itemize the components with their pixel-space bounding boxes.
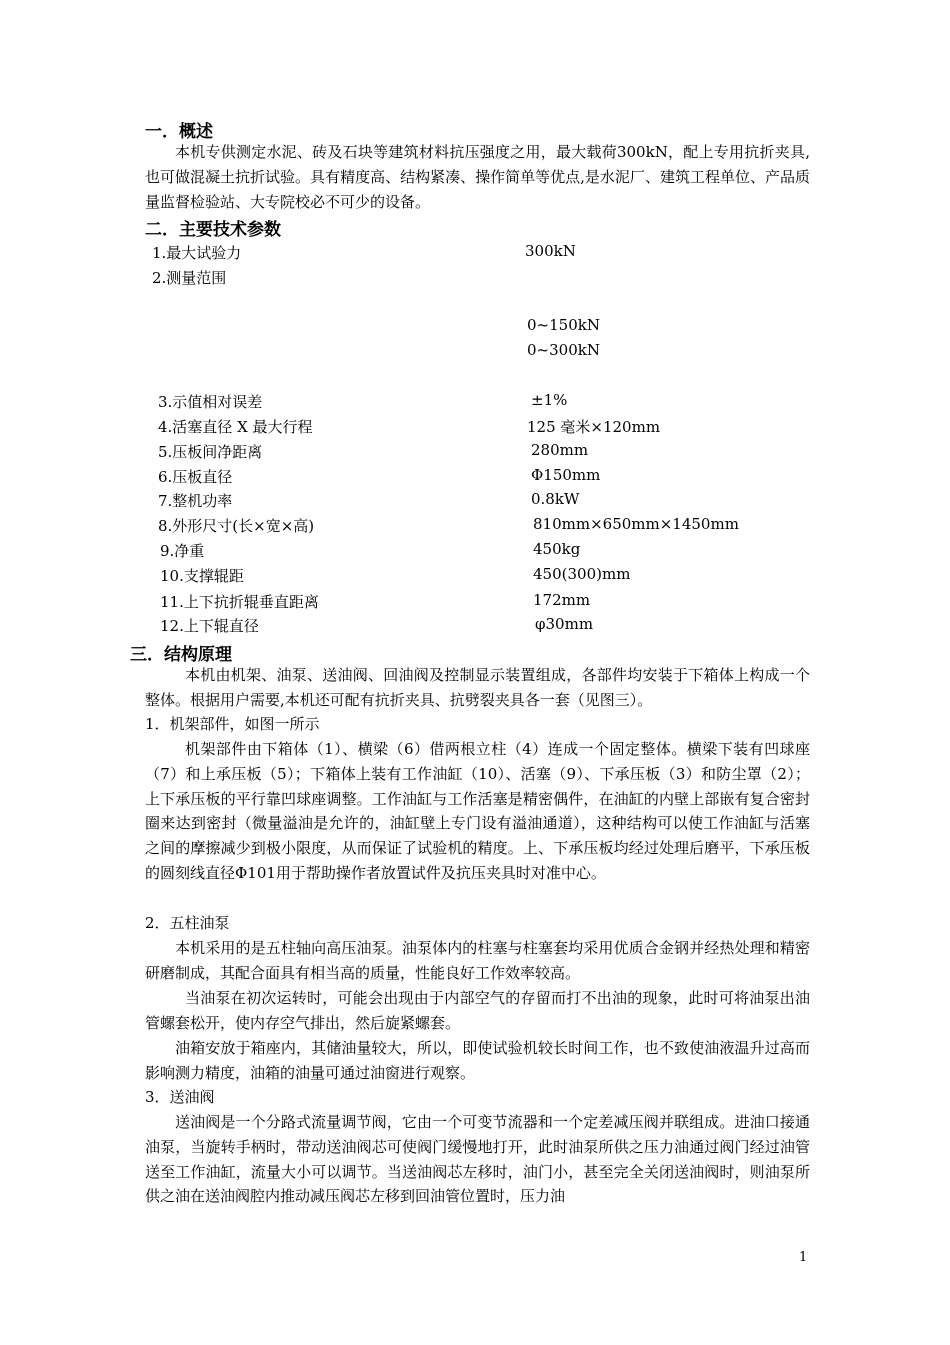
subsection-3-title: 3．送油阀: [145, 1088, 215, 1106]
section-2-title: 二．主要技术参数: [145, 220, 281, 240]
subsection-1-body: 机架部件由下箱体（1）、横梁（6）借两根立柱（4）连成一个固定整体。横梁下装有凹球座（7）和上承压板（5）；下箱体上装有工作油缸（10）、活塞（9）、下承压板（3）和防尘罩（2）；上下承压板的平行靠凹球座调整。工作油缸与工作活塞是精密偶件，在油缸的内壁上部嵌有复合密封圈来达到密封（微量溢油是允许的，油缸壁上专门设有溢油通道），这种结构可以使工作油缸与活塞之间的摩擦减少到极小限度，从而保证了试验机的精度。上、下承压板均经过处理后磨平，下承压板的圆刻线直径Φ101用于帮助操作者放置试件及抗压夹具时对准中心。: [145, 740, 810, 882]
section-1-body: 本机专供测定水泥、砖及石块等建筑材料抗压强度之用，最大载荷300kN，配上专用抗折夹具,也可做混凝土抗折试验。具有精度高、结构紧凑、操作简单等优点,是水泥厂、建筑工程单位、产品质量监督检验站、大专院校必不可少的设备。: [145, 143, 810, 211]
spec-value-7: 0.8kW: [531, 490, 580, 508]
section-3-intro: 本机由机架、油泵、送油阀、回油阀及控制显示装置组成，各部件均安装于下箱体上构成一个整体。根据用户需要,本机还可配有抗折夹具、抗劈裂夹具各一套（见图三）。: [145, 666, 810, 709]
spec-value-1: 300kN: [525, 242, 576, 260]
spec-value-range-2: 0~300kN: [527, 341, 600, 359]
subsection-2-title: 2．五柱油泵: [145, 914, 230, 932]
spec-label-1: 1.最大试验力: [152, 244, 242, 262]
spec-label-3: 3.示值相对误差: [158, 393, 263, 411]
spec-label-7: 7.整机功率: [158, 492, 233, 510]
spec-value-11: 172mm: [533, 591, 591, 609]
spec-label-11: 11.上下抗折辊垂直距离: [160, 593, 319, 611]
subsection-3-body: 送油阀是一个分路式流量调节阀，它由一个可变节流器和一个定差减压阀并联组成。进油口接通油泵，当旋转手柄时，带动送油阀芯可使阀门缓慢地打开，此时油泵所供之压力油通过阀门经过油管送至工作油缸，流量大小可以调节。当送油阀芯左移时，油门小，甚至完全关闭送油阀时，则油泵所供之油在送油阀腔内推动减压阀芯左移到回油管位置时，压力油: [145, 1113, 810, 1206]
spec-value-8: 810mm×650mm×1450mm: [533, 515, 739, 533]
spec-value-range-1: 0~150kN: [527, 316, 600, 334]
spec-value-5: 280mm: [531, 441, 589, 459]
spec-value-9: 450kg: [533, 540, 581, 558]
subsection-1-title: 1．机架部件，如图一所示: [145, 715, 320, 733]
spec-label-12: 12.上下辊直径: [160, 617, 259, 635]
spec-value-10: 450(300)mm: [533, 565, 631, 583]
spec-label-10: 10.支撑辊距: [160, 567, 244, 585]
subsection-2-p1: 本机采用的是五柱轴向高压油泵。油泵体内的柱塞与柱塞套均采用优质合金钢并经热处理和精密研磨制成，其配合面具有相当高的质量，性能良好工作效率较高。: [145, 939, 810, 982]
subsection-2-p2: 当油泵在初次运转时，可能会出现由于内部空气的存留而打不出油的现象，此时可将油泵出油管螺套松开，使内存空气排出，然后旋紧螺套。: [145, 989, 810, 1032]
spec-label-6: 6.压板直径: [158, 468, 233, 486]
spec-value-6: Φ150mm: [531, 466, 601, 484]
section-3-title: 三．结构原理: [130, 645, 232, 665]
page-number: 1: [799, 1250, 808, 1265]
section-1-title: 一．概述: [145, 122, 213, 142]
spec-label-4: 4.活塞直径 X 最大行程: [158, 418, 313, 436]
spec-label-9: 9.净重: [160, 542, 205, 560]
spec-value-12: φ30mm: [535, 615, 594, 633]
spec-value-4: 125 毫米×120mm: [527, 418, 661, 436]
spec-label-5: 5.压板间净距离: [158, 443, 263, 461]
spec-label-2: 2.测量范围: [152, 269, 227, 287]
subsection-2-p3: 油箱安放于箱座内，其储油量较大，所以，即使试验机较长时间工作，也不致使油液温升过高而影响测力精度，油箱的油量可通过油窗进行观察。: [145, 1039, 810, 1082]
spec-value-3: ±1%: [531, 391, 568, 409]
spec-label-8: 8.外形尺寸(长×宽×高): [158, 517, 315, 535]
